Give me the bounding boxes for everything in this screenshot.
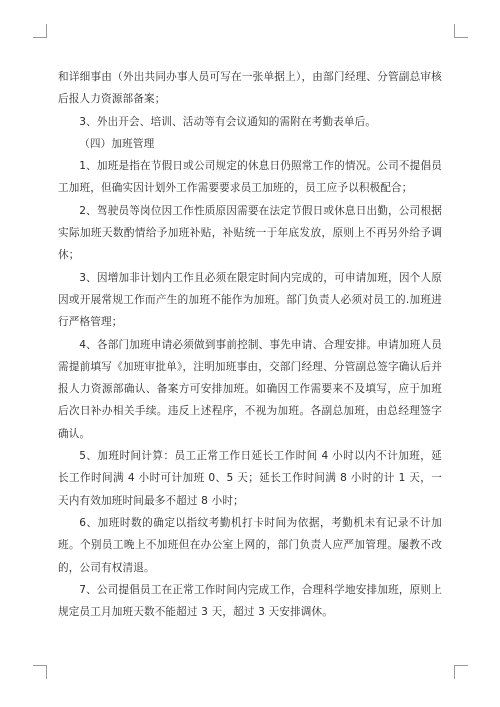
crop-mark-bottom-right: [454, 665, 468, 679]
paragraph-item-5: 5、加班时间计算：员工正常工作日延长工作时间 4 小时以内不计加班，延长工作时间满 4 小时可计加班 0、5 天；延长工作时间满 8 小时的计 1 天，一天内有效加班时间最多不超过 8 小时；: [58, 450, 442, 507]
paragraph-item-3: 3、因增加非计划内工作且必须在限定时间内完成的，可申请加班，因个人原因或开展常规工作而产生的加班不能作为加班。部门负责人必须对员工的.加班进行严格管理；: [58, 271, 442, 329]
paragraph-item-3-meetings: 3、外出开会、培训、活动等有会议通知的需附在考勤表单后。: [79, 115, 377, 128]
document-body: [58, 66, 442, 623]
paragraph-item-7: 7、公司提倡员工在正常工作时间内完成工作，合理科学地安排加班，原则上规定员工月加班天数不能超过 3 天，超过 3 天安排调休。: [58, 583, 442, 619]
paragraph-item-1: 1、加班是指在节假日或公司规定的休息日仍照常工作的情况。公司不提倡员工加班，但确实因计划外工作需要要求员工加班的，员工应予以积极配合；: [58, 160, 442, 195]
crop-mark-bottom-left: [33, 665, 47, 679]
crop-mark-top-right: [454, 24, 468, 38]
paragraph-continuation: 和详细事由（外出共同办事人员可写在一张单据上），由部门经理、分管副总审核后报人力资源部备案；: [58, 71, 442, 106]
crop-mark-top-left: [33, 24, 47, 38]
section-heading-overtime: （四）加班管理: [79, 137, 155, 150]
paragraph-item-4: 4、各部门加班申请必须做到事前控制、事先申请、合理安排。申请加班人员需提前填写《加班审批单》，注明加班事由，交部门经理、分管副总签字确认后并报人力资源部确认、备案方可安排加班。如确因工作需要来不及填写，应于加班后次日补办相关手续。违反上述程序，不视为加班。各副总加班，由总经理签字确认。: [58, 338, 442, 440]
paragraph-item-6: 6、加班时数的确定以指纹考勤机打卡时间为依据，考勤机未有记录不计加班。个别员工晚上不加班但在办公室上网的，部门负责人应严加管理。屡教不改的，公司有权清退。: [58, 516, 442, 574]
paragraph-item-2: 2、驾驶员等岗位因工作性质原因需要在法定节假日或休息日出勤，公司根据实际加班天数酌情给予加班补贴，补贴统一于年底发放，原则上不再另外给予调休；: [58, 204, 442, 262]
